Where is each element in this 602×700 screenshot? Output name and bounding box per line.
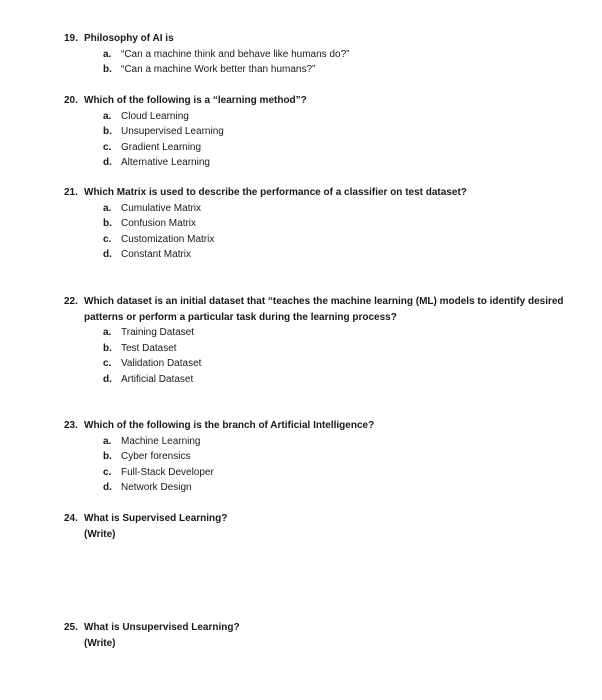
question-text: What is Unsupervised Learning?: [84, 622, 240, 633]
option-d: [103, 247, 594, 263]
option-letter: c.: [103, 233, 112, 245]
option-letter: c.: [103, 358, 112, 369]
option-text: Network Design: [121, 482, 192, 493]
option-text: Cloud Learning: [121, 110, 189, 122]
option-a: [103, 325, 594, 341]
option-text: Unsupervised Learning: [121, 126, 224, 137]
option-letter: a.: [103, 435, 112, 447]
option-a: [103, 434, 594, 450]
option-d: [103, 155, 594, 171]
option-letter: b.: [103, 126, 112, 137]
option-c: [103, 232, 594, 248]
option-text: Gradient Learning: [121, 141, 202, 153]
question-text: Which of the following is a “learning method”?: [84, 95, 307, 106]
option-text: Validation Dataset: [121, 358, 202, 369]
option-text: “Can a machine think and behave like humans do?”: [121, 48, 350, 60]
option-text: Constant Matrix: [121, 249, 192, 260]
option-text: Full-Stack Developer: [121, 466, 214, 478]
option-letter: a.: [103, 48, 112, 60]
option-letter: a.: [103, 202, 112, 214]
option-text: Training Dataset: [121, 327, 194, 338]
option-b: [103, 124, 594, 140]
option-text: Machine Learning: [121, 435, 201, 447]
question-title: [64, 418, 594, 434]
question-title: [64, 294, 594, 325]
question-title: [64, 31, 594, 47]
question-22: [64, 294, 594, 387]
option-d: [103, 480, 594, 496]
option-letter: a.: [103, 327, 112, 338]
option-letter: c.: [103, 141, 112, 153]
question-text: Which dataset is an initial dataset that “teaches the machine learning (ML) models to identify desired patterns or perform a particular task during the learning process?: [84, 296, 564, 323]
question-number: 21.: [64, 187, 78, 198]
option-b: [103, 341, 594, 357]
question-number: 22.: [64, 296, 78, 307]
option-c: [103, 356, 594, 372]
question-title: [64, 185, 594, 201]
question-title: [64, 511, 594, 527]
option-a: [103, 201, 594, 217]
write-instruction: (Write): [84, 528, 116, 540]
option-text: Customization Matrix: [121, 233, 215, 245]
question-number: 24.: [64, 513, 78, 524]
option-letter: d.: [103, 157, 112, 168]
option-c: [103, 140, 594, 156]
option-letter: b.: [103, 451, 112, 462]
option-letter: d.: [103, 249, 112, 260]
option-letter: b.: [103, 218, 112, 229]
option-letter: d.: [103, 373, 112, 385]
question-text: Which Matrix is used to describe the performance of a classifier on test dataset?: [84, 187, 467, 198]
option-text: Cumulative Matrix: [121, 202, 202, 214]
option-a: [103, 47, 594, 63]
question-21: [64, 185, 594, 263]
question-text: Philosophy of AI is: [84, 33, 174, 44]
option-b: [103, 62, 594, 78]
question-text: What is Supervised Learning?: [84, 513, 228, 524]
option-d: [103, 372, 594, 388]
option-text: “Can a machine Work better than humans?”: [121, 64, 316, 75]
question-24: [64, 511, 594, 542]
question-number: 25.: [64, 622, 78, 633]
question-number: 20.: [64, 95, 78, 106]
option-text: Alternative Learning: [121, 157, 210, 168]
option-b: [103, 449, 594, 465]
option-text: Cyber forensics: [121, 451, 191, 462]
option-letter: b.: [103, 64, 112, 75]
option-text: Test Dataset: [121, 342, 177, 354]
write-instruction: (Write): [84, 637, 116, 649]
question-19: [64, 31, 594, 78]
question-23: [64, 418, 594, 496]
question-text: Which of the following is the branch of Artificial Intelligence?: [84, 420, 375, 431]
option-text: Artificial Dataset: [121, 373, 194, 385]
option-letter: b.: [103, 342, 112, 354]
question-title: [64, 93, 594, 109]
option-letter: c.: [103, 466, 112, 478]
question-title: [64, 620, 594, 636]
question-20: [64, 93, 594, 171]
option-a: [103, 109, 594, 125]
option-letter: a.: [103, 110, 112, 122]
option-c: [103, 465, 594, 481]
question-25: [64, 620, 594, 651]
option-b: [103, 216, 594, 232]
question-number: 23.: [64, 420, 78, 431]
question-number: 19.: [64, 33, 78, 44]
option-letter: d.: [103, 482, 112, 493]
option-text: Confusion Matrix: [121, 218, 197, 229]
